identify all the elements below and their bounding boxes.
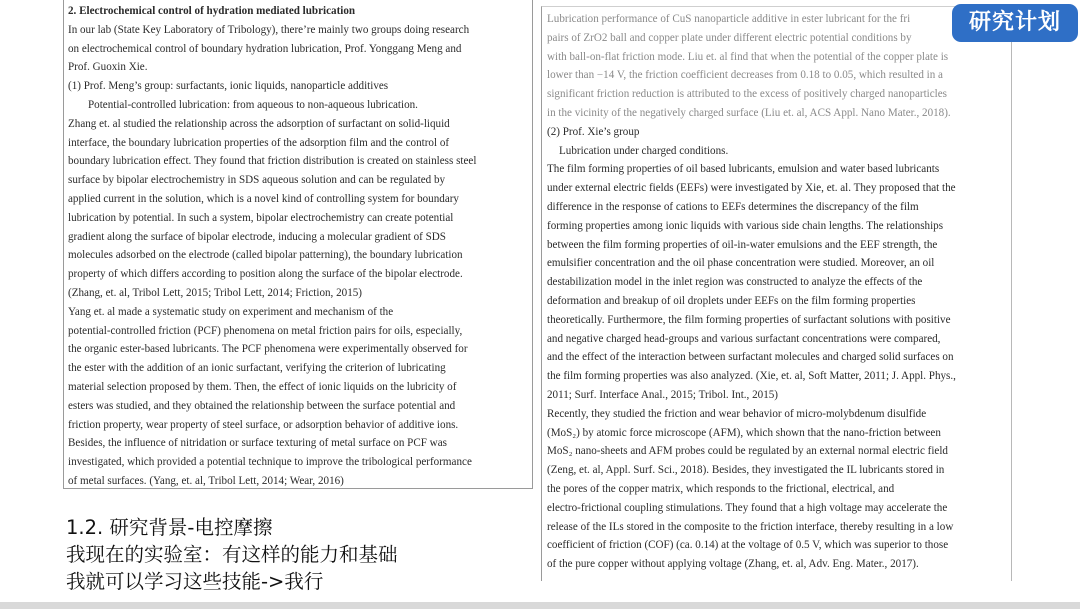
- left-document-text: [68, 2, 528, 489]
- caption-title: 1.2. 研究背景-电控摩擦: [66, 516, 273, 539]
- paragraph-line: between the film forming properties of oil-in-water emulsions and the EEF strength, the: [547, 238, 938, 251]
- paragraph-line: interface, the boundary lubrication properties of the adsorption film and the control of: [68, 136, 450, 149]
- citation-line: the film forming properties was also analyzed. (Xie, et. al, Soft Matter, 2011; J. Appl. Phys.,: [547, 370, 956, 383]
- paragraph-line: on electrochemical control of boundary hydration lubrication, Prof. Yonggang Meng and: [68, 42, 462, 55]
- citation-line: 2011; Surf. Interface Anal., 2015; Tribol. Int., 2015): [547, 388, 778, 401]
- paragraph-line: the pores of the copper matrix, which responds to the frictional, electrical, and: [547, 482, 895, 495]
- right-document-scan: [541, 6, 1012, 581]
- paragraph-line: difference in the response of cations to EEFs determines the discrepancy of the film: [547, 200, 919, 213]
- paragraph-line: applied current in the solution, which is a novel kind of controlling system for boundary: [68, 192, 459, 205]
- slide-caption: [66, 514, 398, 595]
- paragraph-line: Besides, the influence of nitridation or surface texturing of metal surface on PCF was: [68, 437, 447, 450]
- paragraph-line: Recently, they studied the friction and wear behavior of micro-molybdenum disulfide: [547, 407, 927, 420]
- paragraph-line: and the effect of the interaction between surfactant molecules and charged solid surfaces on: [547, 351, 954, 364]
- paragraph-line: and negative charged head-groups and various surfactant concentrations were compared,: [547, 332, 941, 345]
- paragraph-line: Yang et. al made a systematic study on experiment and mechanism of the: [68, 305, 394, 318]
- subsection-line: (2) Prof. Xie’s group: [547, 125, 640, 138]
- citation-line: (Zhang, et. al, Tribol Lett, 2015; Tribol Lett, 2014; Friction, 2015): [68, 286, 362, 299]
- citation-line: of metal surfaces. (Yang, et. al, Tribol Lett, 2014; Wear, 2016): [68, 474, 344, 487]
- paragraph-line: under external electric fields (EEFs) were investigated by Xie, et. al. They proposed that the: [547, 182, 956, 195]
- section-heading: 2. Electrochemical control of hydration mediated lubrication: [68, 5, 356, 17]
- paragraph-line: the ester with the addition of an ionic surfactant, verifying the criterion of lubricating: [68, 362, 446, 375]
- citation-line: of the pure copper without applying voltage (Zhang, et. al, Adv. Eng. Mater., 2017).: [547, 558, 919, 571]
- paragraph-line: property of which differs according to position along the surface of the bipolar electrode.: [68, 268, 463, 281]
- paragraph-line: theoretically. Furthermore, the film forming properties of surfactant solutions with positive: [547, 313, 951, 326]
- paragraph-line: (MoS₂) by atomic force microscope (AFM), which shown that the nano-friction between: [547, 426, 941, 439]
- paragraph-line: gradient along the surface of bipolar electrode, inducing a molecular gradient of SDS: [68, 230, 446, 243]
- subsection-topic-line: Lubrication under charged conditions.: [559, 144, 729, 157]
- left-document-scan: [63, 0, 533, 489]
- paragraph-line: forming properties among ionic liquids with various side chain lengths. The relationships: [547, 219, 944, 232]
- caption-line: 我现在的实验室：有这样的能力和基础: [66, 543, 398, 566]
- paragraph-line: surface by bipolar electrochemistry in SDS aqueous solution and can be regulated by: [68, 174, 446, 187]
- paragraph-line: MoS₂ nano-sheets and AFM probes could be regulated by an external normal electric field: [547, 445, 948, 458]
- paragraph-line: friction property, wear property of steel surface, or adsorption behavior of additive ions.: [68, 418, 459, 431]
- paragraph-line: potential-controlled friction (PCF) phenomena on metal friction pairs for oils, especially,: [68, 324, 463, 337]
- paragraph-line: investigated, which provided a potential technique to improve the tribological performance: [68, 456, 472, 469]
- paragraph-line: lubrication by potential. In such a system, bipolar electrochemistry can create potential: [68, 211, 454, 224]
- paragraph-line: Prof. Guoxin Xie.: [68, 61, 148, 74]
- paragraph-line: deformation and breakup of oil droplets under EEFs on the film forming properties: [547, 294, 916, 307]
- bottom-divider: [0, 602, 1080, 609]
- paragraph-line: Zhang et. al studied the relationship across the adsorption of surfactant on solid-liquid: [68, 117, 450, 130]
- paragraph-line: Lubrication performance of CuS nanoparticle additive in ester lubricant for the fri: [547, 13, 911, 25]
- paragraph-line: The film forming properties of oil based lubricants, emulsion and water based lubricants: [547, 163, 940, 176]
- paragraph-line: destabilization model in the inlet region was constructed to analyze the effects of the: [547, 276, 923, 289]
- citation-line: (Zeng, et. al, Appl. Surf. Sci., 2018). Besides, they investigated the IL lubricants stored in: [547, 464, 945, 477]
- paragraph-line: pairs of ZrO2 ball and copper plate under different electric potential conditions by: [547, 31, 912, 44]
- caption-line: 我就可以学习这些技能->我行: [66, 570, 324, 593]
- paragraph-line: electro-frictional coupling stimulations. They found that a high voltage may accelerate the: [547, 501, 948, 514]
- paragraph-line: coefficient of friction (COF) (ca. 0.14) at the voltage of 0.5 V, which was superior to those: [547, 539, 949, 552]
- section-tag: 研究计划: [952, 4, 1078, 42]
- paragraph-line: release of the ILs stored in the composite to the friction interface, thereby resulting in a low: [547, 520, 954, 533]
- paragraph-line: emulsifier concentration and the oil phase concentration were studied. Moreover, an oil: [547, 257, 935, 270]
- subsection-topic-line: Potential-controlled lubrication: from aqueous to non-aqueous lubrication.: [88, 98, 418, 111]
- citation-line: in the vicinity of the negatively charged surface (Liu et. al, ACS Appl. Nano Mater., 2018).: [547, 106, 951, 119]
- right-document-text: [547, 10, 1009, 574]
- paragraph-line: molecules adsorbed on the electrode (called bipolar patterning), the boundary lubrication: [68, 249, 463, 262]
- paragraph-line: material selection proposed by them. Then, the effect of ionic liquids on the lubricity of: [68, 380, 457, 393]
- paragraph-line: boundary lubrication effect. They found that friction distribution is created on stainless steel: [68, 155, 477, 168]
- paragraph-line: with ball-on-flat friction mode. Liu et. al find that when the potential of the copper plate is: [547, 50, 949, 63]
- paragraph-line: significant friction reduction is attributed to the excess of positively charged nanoparticles: [547, 88, 947, 101]
- paragraph-line: In our lab (State Key Laboratory of Tribology), there’re mainly two groups doing research: [68, 23, 470, 36]
- subsection-line: (1) Prof. Meng’s group: surfactants, ionic liquids, nanoparticle additives: [68, 80, 389, 93]
- paragraph-line: esters was studied, and they obtained the relationship between the surface potential and: [68, 399, 456, 412]
- paragraph-line: lower than −14 V, the friction coefficient decreases from 0.18 to 0.05, which resulted in a: [547, 69, 943, 82]
- paragraph-line: the organic ester-based lubricants. The PCF phenomena were experimentally observed for: [68, 343, 468, 356]
